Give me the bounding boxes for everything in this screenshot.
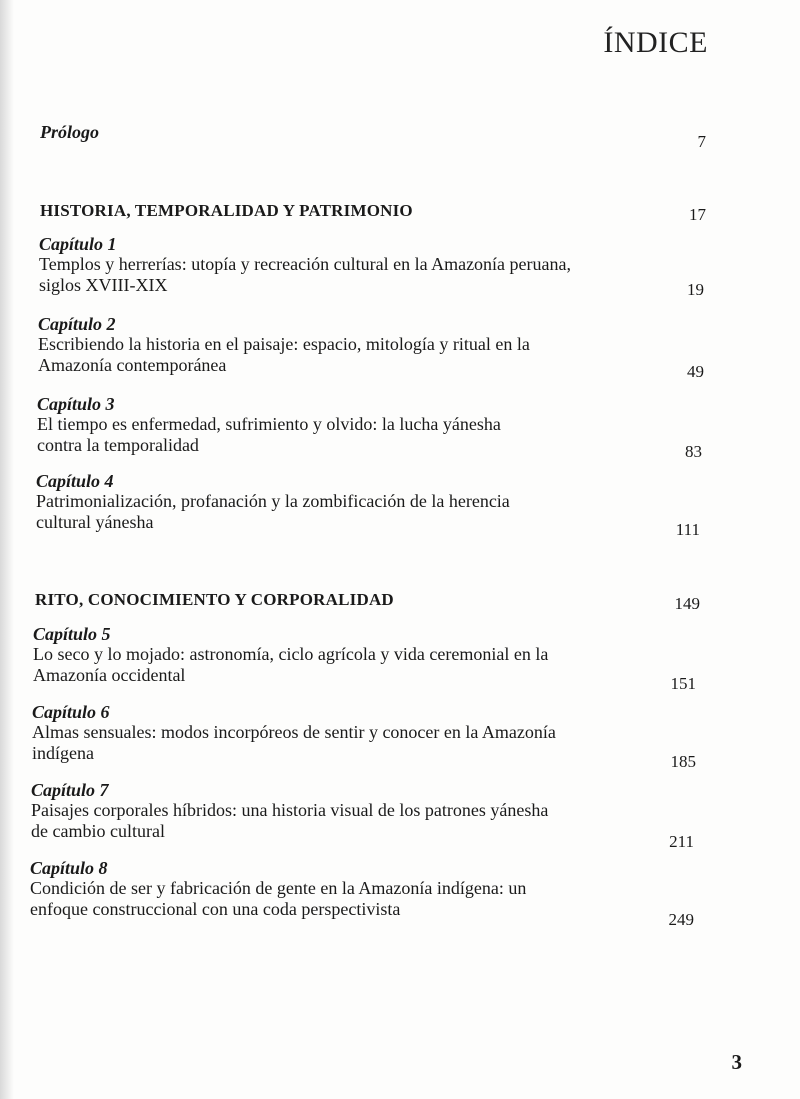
chapter-title-line: Almas sensuales: modos incorpóreos de sentir y conocer en la Amazonía [32,722,556,742]
chapter-title-line: Paisajes corporales híbridos: una historia visual de los patrones yánesha [31,800,549,820]
toc-chapter-1[interactable] [39,234,571,296]
toc-chapter-7[interactable] [31,780,548,842]
toc-section-1[interactable]: HISTORIA, TEMPORALIDAD Y PATRIMONIO [40,201,413,220]
chapter-title-line: Templos y herrerías: utopía y recreación cultural en la Amazonía peruana, [39,254,572,274]
toc-chapter-2-page: 49 [687,362,704,381]
chapter-label: Capítulo 1 [39,234,117,254]
chapter-title-line: siglos XVIII-XIX [39,275,168,295]
toc-chapter-3-page: 83 [685,442,702,461]
toc-chapter-1-page: 19 [687,280,704,299]
toc-chapter-2[interactable] [38,314,530,376]
chapter-label: Capítulo 4 [36,471,114,491]
chapter-title-line: contra la temporalidad [37,435,199,455]
chapter-title-line: Patrimonialización, profanación y la zombificación de la herencia [36,491,510,511]
toc-chapter-6[interactable] [32,702,556,764]
chapter-title-line: Condición de ser y fabricación de gente en la Amazonía indígena: un [30,878,527,898]
toc-chapter-5-page: 151 [670,674,696,693]
toc-chapter-4-page: 111 [675,520,700,539]
chapter-title-line: Amazonía contemporánea [38,355,227,375]
chapter-label: Capítulo 3 [37,394,115,414]
chapter-label: Capítulo 7 [31,780,109,800]
page-gutter-shadow [0,0,14,1099]
chapter-label: Capítulo 8 [30,858,108,878]
chapter-title-line: El tiempo es enfermedad, sufrimiento y olvido: la lucha yánesha [37,414,501,434]
chapter-title-line: Escribiendo la historia en el paisaje: espacio, mitología y ritual en la [38,334,530,354]
toc-prologue[interactable]: Prólogo [40,122,100,142]
chapter-title-line: indígena [32,743,94,763]
page-title: ÍNDICE [603,26,708,59]
page-number: 3 [731,1050,742,1074]
toc-chapter-8-page: 249 [668,910,694,929]
toc-section-1-page: 17 [689,205,706,224]
toc-chapter-5[interactable] [33,624,548,686]
chapter-label: Capítulo 2 [38,314,116,334]
chapter-title-line: Lo seco y lo mojado: astronomía, ciclo agrícola y vida ceremonial en la [33,644,549,664]
toc-prologue-page: 7 [697,132,706,151]
chapter-title-line: cultural yánesha [36,512,154,532]
toc-chapter-3[interactable] [37,394,501,456]
toc-chapter-8[interactable] [30,858,526,920]
chapter-label: Capítulo 5 [33,624,111,644]
chapter-title-line: Amazonía occidental [33,665,186,685]
chapter-title-line: enfoque construccional con una coda perspectivista [30,899,401,919]
toc-section-2[interactable]: RITO, CONOCIMIENTO Y CORPORALIDAD [35,590,394,609]
chapter-title-line: de cambio cultural [31,821,165,841]
toc-chapter-4[interactable] [36,471,510,533]
toc-section-2-page: 149 [674,594,700,613]
toc-chapter-7-page: 211 [669,832,694,851]
toc-chapter-6-page: 185 [670,752,696,771]
chapter-label: Capítulo 6 [32,702,110,722]
